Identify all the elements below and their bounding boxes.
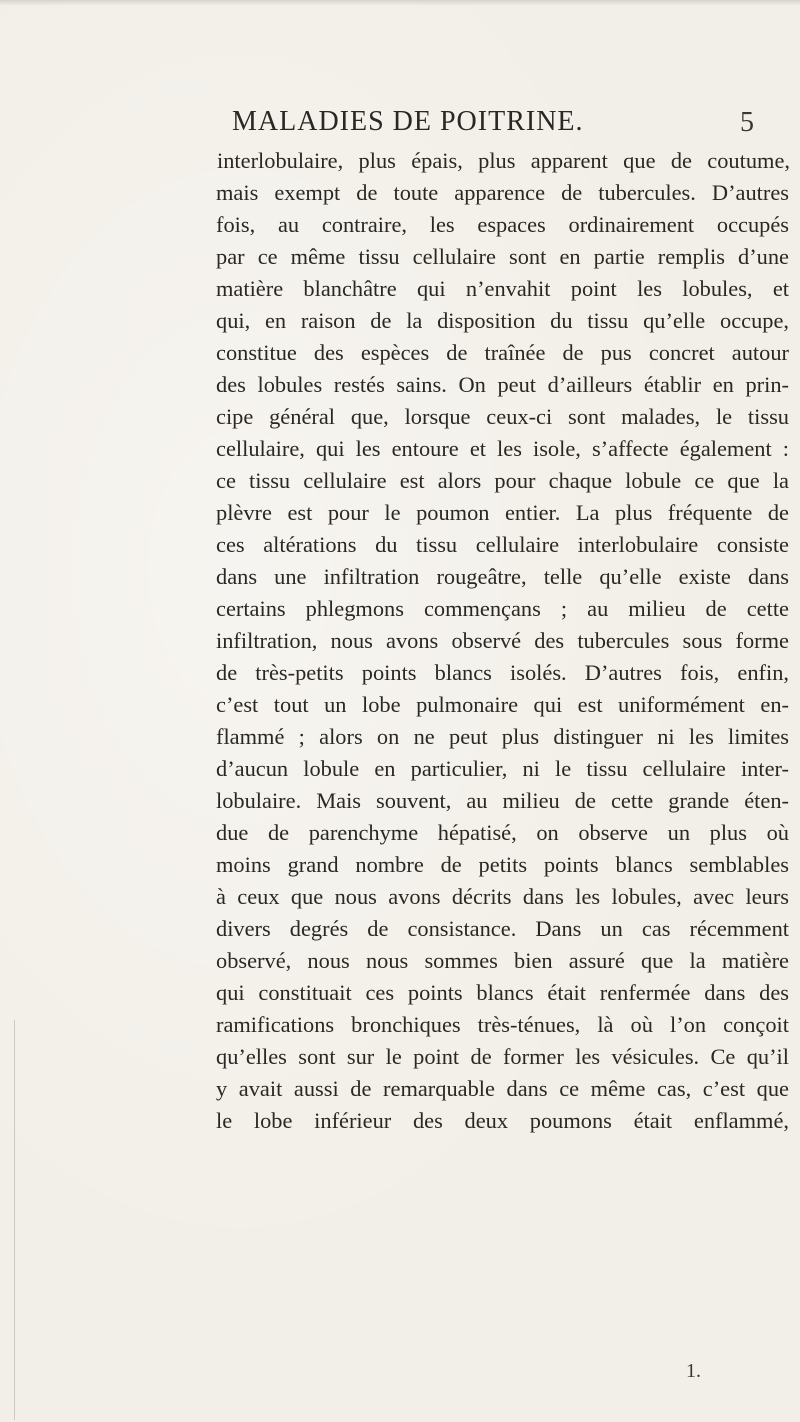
text-line: c’est tout un lobe pulmonaire qui est uniformément en-	[216, 692, 789, 717]
running-title: MALADIES DE POITRINE.	[232, 106, 584, 137]
binding-shadow	[14, 1020, 15, 1420]
text-line: observé, nous nous sommes bien assuré que la matière	[216, 948, 789, 973]
page-top-edge	[0, 0, 800, 6]
text-line: cellulaire, qui les entoure et les isole, s’affecte également :	[216, 436, 789, 461]
text-line: des lobules restés sains. On peut d’ailleurs établir en prin-	[216, 372, 789, 397]
text-line: y avait aussi de remarquable dans ce même cas, c’est que	[216, 1076, 789, 1101]
text-line: flammé ; alors on ne peut plus distinguer ni les limites	[216, 724, 789, 749]
text-line: qui, en raison de la disposition du tissu qu’elle occupe,	[216, 308, 789, 333]
text-line: due de parenchyme hépatisé, on observe un plus où	[216, 820, 789, 845]
text-line: d’aucun lobule en particulier, ni le tissu cellulaire inter-	[216, 756, 789, 781]
page-number: 5	[740, 107, 754, 138]
text-line: qui constituait ces points blancs était renfermée dans des	[216, 980, 789, 1005]
text-line: dans une infiltration rougeâtre, telle qu’elle existe dans	[216, 564, 789, 589]
text-line: constitue des espèces de traînée de pus concret autour	[216, 340, 789, 365]
text-line: cipe général que, lorsque ceux-ci sont malades, le tissu	[216, 404, 789, 429]
text-line: de très-petits points blancs isolés. D’autres fois, enfin,	[216, 660, 789, 685]
text-line: ce tissu cellulaire est alors pour chaque lobule ce que la	[216, 468, 789, 493]
text-line: le lobe inférieur des deux poumons était enflammé,	[216, 1108, 789, 1133]
text-line: certains phlegmons commençans ; au milieu de cette	[216, 596, 789, 621]
text-line: ramifications bronchiques très-ténues, là où l’on conçoit	[216, 1012, 789, 1037]
text-line: lobulaire. Mais souvent, au milieu de cette grande éten-	[216, 788, 789, 813]
text-line: matière blanchâtre qui n’envahit point les lobules, et	[216, 276, 789, 301]
text-line: fois, au contraire, les espaces ordinairement occupés	[216, 212, 789, 237]
footnote-marker: 1.	[686, 1360, 701, 1382]
text-line: qu’elles sont sur le point de former les vésicules. Ce qu’il	[216, 1044, 789, 1069]
text-line: divers degrés de consistance. Dans un cas récemment	[216, 916, 789, 941]
text-line: ces altérations du tissu cellulaire interlobulaire consiste	[216, 532, 789, 557]
text-line: infiltration, nous avons observé des tubercules sous forme	[216, 628, 789, 653]
text-line: moins grand nombre de petits points blancs semblables	[216, 852, 789, 877]
text-line: plèvre est pour le poumon entier. La plus fréquente de	[216, 500, 789, 525]
text-line: mais exempt de toute apparence de tubercules. D’autres	[216, 180, 789, 205]
text-line: à ceux que nous avons décrits dans les lobules, avec leurs	[216, 884, 789, 909]
text-line: par ce même tissu cellulaire sont en partie remplis d’une	[216, 244, 789, 269]
text-line: interlobulaire, plus épais, plus apparent que de coutume,	[217, 148, 790, 173]
